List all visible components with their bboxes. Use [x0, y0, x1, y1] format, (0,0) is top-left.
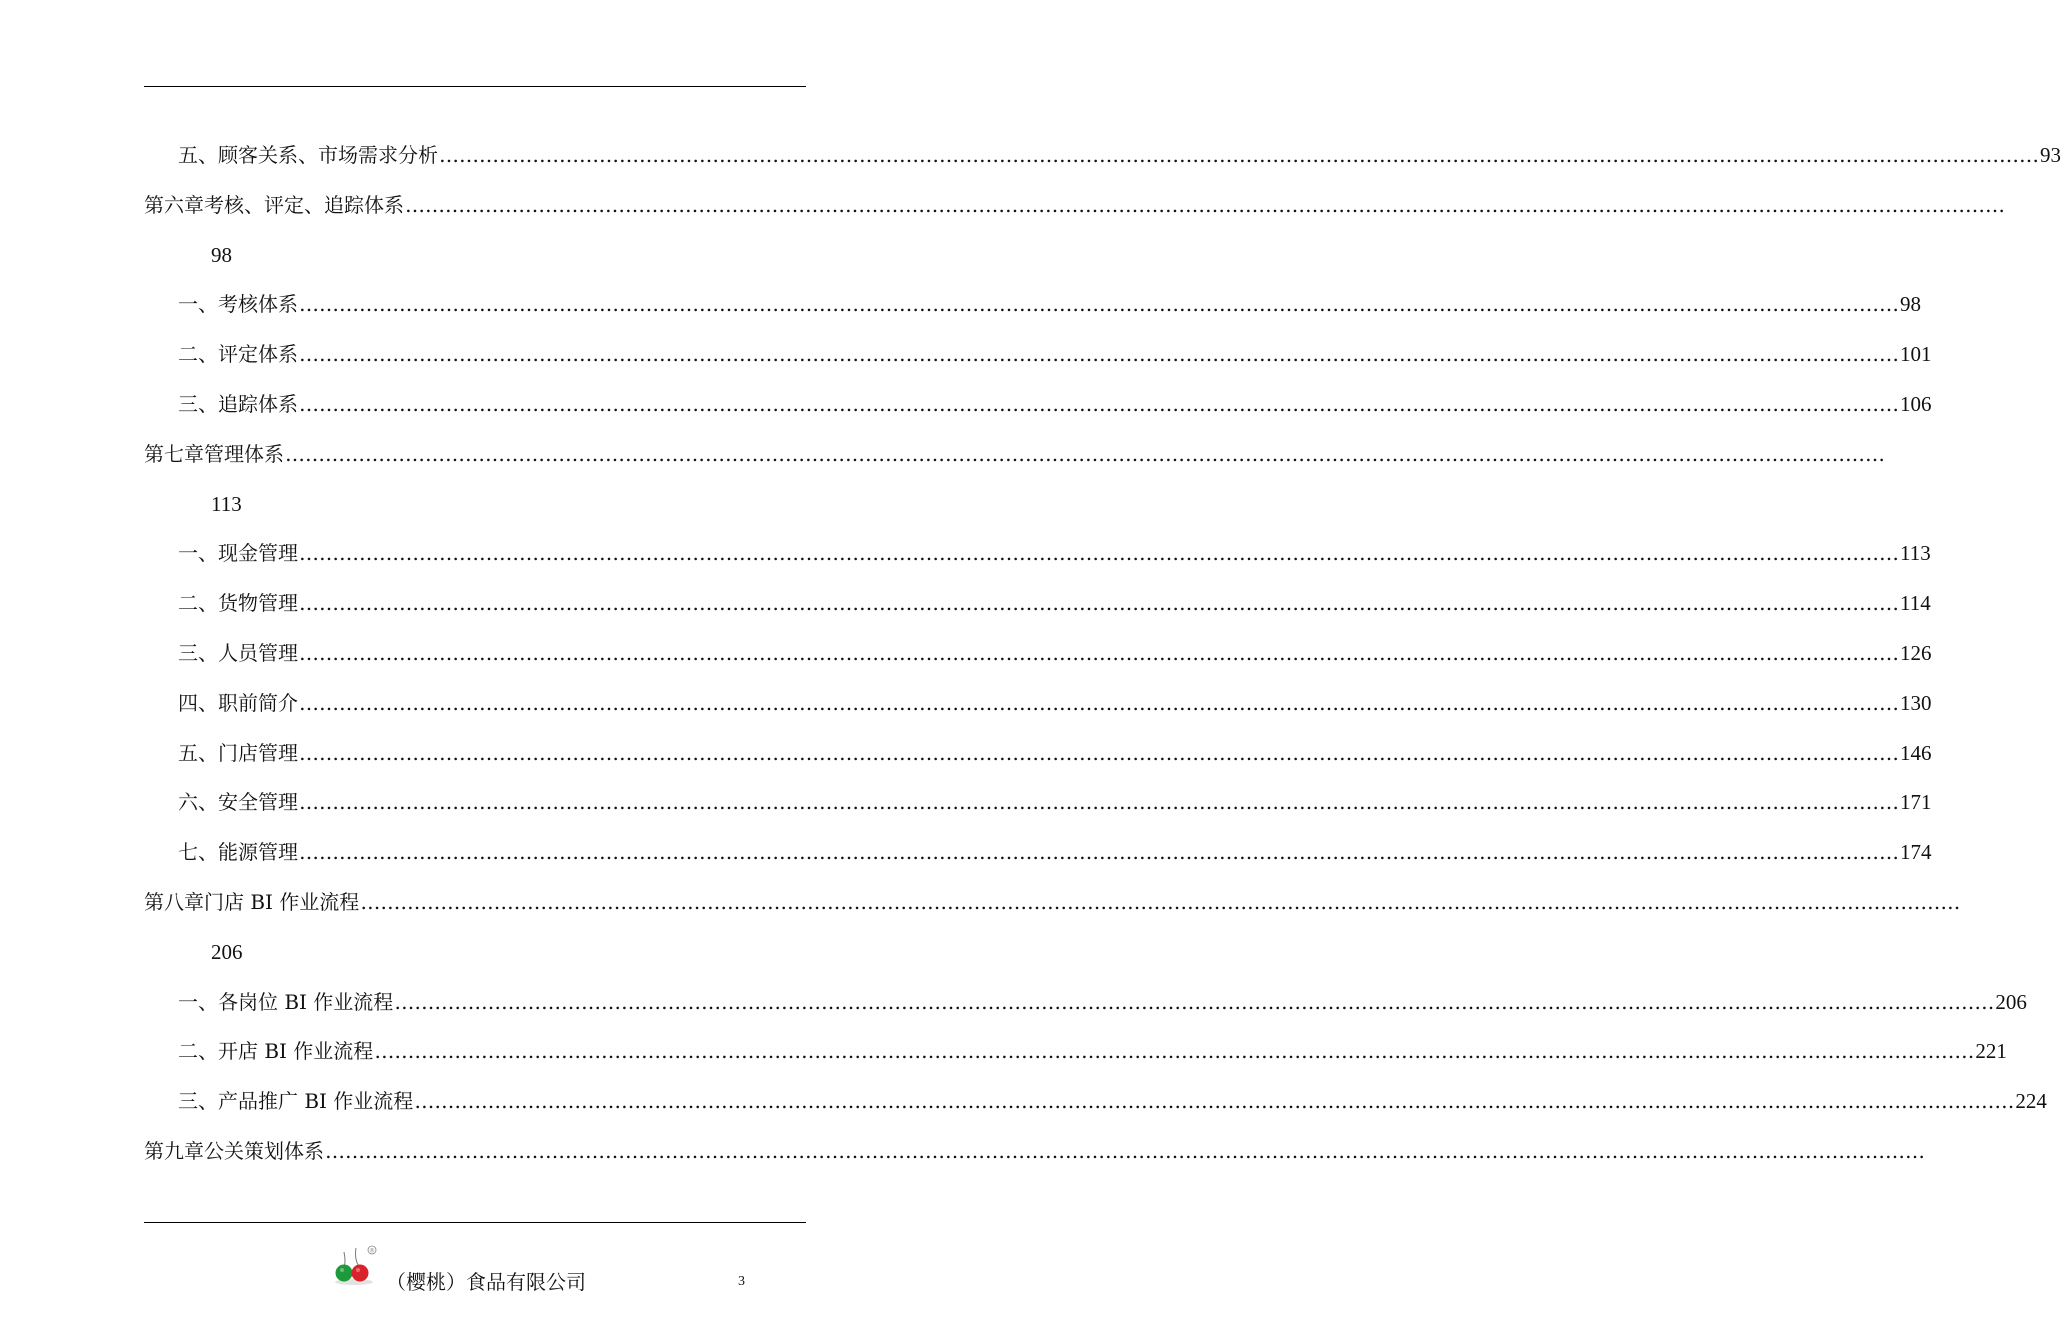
- toc-number: 第六章: [144, 192, 204, 217]
- toc-section-row[interactable]: [178, 585, 1931, 616]
- toc-title: 公关策划体系: [204, 1139, 324, 1163]
- toc-page: 98: [211, 242, 232, 267]
- toc-chapter-row[interactable]: [144, 436, 1885, 466]
- cherry-logo-icon: [330, 1240, 378, 1286]
- toc-section-row[interactable]: [178, 386, 1932, 416]
- toc-chapter-row[interactable]: [144, 884, 1961, 914]
- toc-title: 开店 BI 作业流程: [218, 1039, 374, 1064]
- toc-number: 五、: [178, 143, 218, 167]
- toc-number: 三、: [178, 1089, 218, 1114]
- toc-section-row[interactable]: [178, 834, 1932, 865]
- toc-page: 106: [1900, 392, 1932, 416]
- toc-title: 产品推广 BI 作业流程: [218, 1089, 414, 1114]
- toc-title: 安全管理: [218, 790, 298, 815]
- toc-page: 113: [211, 491, 242, 516]
- toc-title: 各岗位 BI 作业流程: [218, 989, 394, 1014]
- header-rule: [144, 86, 806, 87]
- toc-title: 管理体系: [204, 441, 284, 466]
- toc-number: 三、: [178, 641, 218, 665]
- toc-dot-leader: ……………………………………………………………………………………………………………………………………………………………………………………………………………………: [299, 591, 1899, 616]
- toc-number: 一、: [178, 292, 218, 317]
- toc-number: 五、: [178, 740, 218, 765]
- toc-page: 206: [211, 939, 243, 964]
- toc-section-row[interactable]: [178, 1033, 2007, 1064]
- toc-number: 一、: [178, 989, 218, 1014]
- toc-number: 二、: [178, 342, 218, 367]
- toc-section-row[interactable]: [178, 137, 2061, 167]
- toc-page: 224: [2015, 1089, 2047, 1114]
- toc-page: 113: [1900, 541, 1931, 566]
- toc-number: 二、: [178, 591, 218, 616]
- toc-title: 考核、评定、追踪体系: [204, 192, 404, 217]
- toc-dot-leader: ……………………………………………………………………………………………………………………………………………………………………………………………………………………: [325, 1139, 1925, 1163]
- toc-dot-leader: ……………………………………………………………………………………………………………………………………………………………………………………………………………………: [299, 690, 1899, 715]
- toc-page-number: [211, 934, 243, 964]
- toc-dot-leader: ……………………………………………………………………………………………………………………………………………………………………………………………………………………: [299, 641, 1899, 665]
- toc-section-row[interactable]: [178, 784, 1932, 815]
- toc-title: 职前简介: [218, 690, 298, 715]
- toc-page: 98: [1900, 292, 1921, 317]
- toc-dot-leader: ……………………………………………………………………………………………………………………………………………………………………………………………………………………: [360, 890, 1961, 914]
- footer-rule: [144, 1222, 806, 1223]
- toc-section-row[interactable]: [178, 685, 1932, 715]
- toc-page-number: [211, 486, 242, 516]
- toc-section-row[interactable]: [178, 984, 2027, 1014]
- toc-title: 货物管理: [218, 591, 298, 616]
- company-name: （樱桃）食品有限公司: [386, 1270, 586, 1294]
- toc-chapter-row[interactable]: [144, 1133, 1925, 1163]
- toc-section-row[interactable]: [178, 1083, 2047, 1114]
- toc-page: 221: [1975, 1039, 2007, 1064]
- toc-title: 门店管理: [218, 740, 298, 765]
- toc-number: 六、: [178, 790, 218, 815]
- toc-dot-leader: ……………………………………………………………………………………………………………………………………………………………………………………………………………………: [405, 192, 2005, 217]
- toc-chapter-row[interactable]: [144, 187, 2005, 217]
- toc-number: 一、: [178, 541, 218, 566]
- toc-page: 130: [1900, 690, 1932, 715]
- toc-title: 能源管理: [218, 840, 298, 865]
- toc-number: 二、: [178, 1039, 218, 1064]
- toc-dot-leader: ……………………………………………………………………………………………………………………………………………………………………………………………………………………: [414, 1089, 2015, 1114]
- toc-page: 93: [2040, 143, 2061, 167]
- toc-dot-leader: ……………………………………………………………………………………………………………………………………………………………………………………………………………………: [439, 143, 2039, 167]
- toc-section-row[interactable]: [178, 286, 1921, 317]
- toc-number: 第八章: [144, 890, 204, 914]
- toc-title: 评定体系: [218, 342, 298, 367]
- toc-title: 门店 BI 作业流程: [204, 890, 360, 914]
- toc-section-row[interactable]: [178, 635, 1932, 665]
- toc-dot-leader: ……………………………………………………………………………………………………………………………………………………………………………………………………………………: [299, 292, 1899, 317]
- toc-title: 现金管理: [218, 541, 298, 566]
- toc-number: 四、: [178, 690, 218, 715]
- toc-page: 146: [1900, 740, 1932, 765]
- toc-section-row[interactable]: [178, 336, 1932, 367]
- toc-page: 101: [1900, 342, 1932, 367]
- toc-dot-leader: ……………………………………………………………………………………………………………………………………………………………………………………………………………………: [299, 342, 1899, 367]
- toc-number: 第七章: [144, 441, 204, 466]
- toc-title: 人员管理: [218, 641, 298, 665]
- toc-number: 三、: [178, 392, 218, 416]
- registered-mark: ®: [369, 1247, 375, 1255]
- toc-page: 206: [1995, 989, 2027, 1014]
- page-footer: [0, 1234, 950, 1294]
- toc-page: 171: [1900, 790, 1932, 815]
- toc-dot-leader: ……………………………………………………………………………………………………………………………………………………………………………………………………………………: [299, 840, 1899, 865]
- page-number: 3: [738, 1274, 745, 1289]
- toc-page-number: [211, 237, 232, 267]
- toc-page: 126: [1900, 641, 1932, 665]
- toc-dot-leader: ……………………………………………………………………………………………………………………………………………………………………………………………………………………: [299, 740, 1899, 765]
- toc-dot-leader: ……………………………………………………………………………………………………………………………………………………………………………………………………………………: [394, 989, 1995, 1014]
- toc-page: 114: [1900, 591, 1931, 616]
- toc-number: 七、: [178, 840, 218, 865]
- toc-section-row[interactable]: [178, 735, 1932, 765]
- toc-title: 考核体系: [218, 292, 298, 317]
- toc-section-row[interactable]: [178, 535, 1931, 566]
- toc-dot-leader: ……………………………………………………………………………………………………………………………………………………………………………………………………………………: [299, 392, 1899, 416]
- toc-title: 追踪体系: [218, 392, 298, 416]
- toc-title: 顾客关系、市场需求分析: [218, 143, 438, 167]
- toc-number: 第九章: [144, 1139, 204, 1163]
- toc-page: 174: [1900, 840, 1932, 865]
- toc-dot-leader: ……………………………………………………………………………………………………………………………………………………………………………………………………………………: [299, 790, 1899, 815]
- toc-dot-leader: ……………………………………………………………………………………………………………………………………………………………………………………………………………………: [285, 441, 1885, 466]
- toc-dot-leader: ……………………………………………………………………………………………………………………………………………………………………………………………………………………: [374, 1039, 1975, 1064]
- toc-dot-leader: ……………………………………………………………………………………………………………………………………………………………………………………………………………………: [299, 541, 1899, 566]
